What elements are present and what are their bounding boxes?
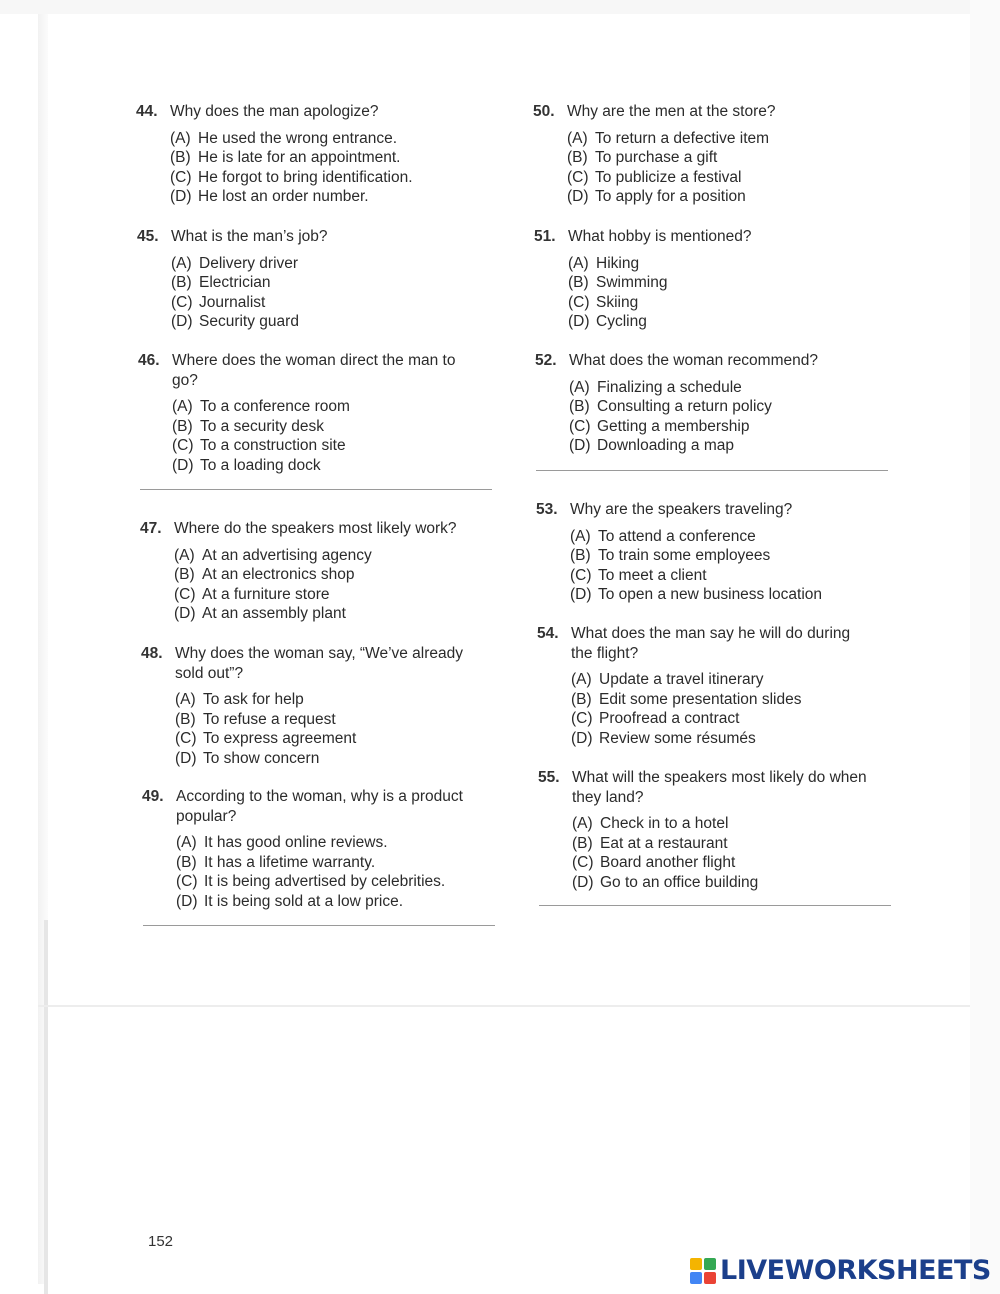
option-text: He is late for an appointment. <box>198 149 401 166</box>
question-text: What will the speakers most likely do when they land? <box>572 769 867 806</box>
answer-option[interactable] <box>172 417 468 437</box>
option-text: To apply for a position <box>595 188 746 205</box>
answer-option[interactable] <box>176 853 487 873</box>
option-letter: (B) <box>175 710 196 728</box>
option-letter: (B) <box>568 274 589 291</box>
answer-option[interactable] <box>571 690 872 710</box>
answer-option[interactable] <box>174 604 500 624</box>
option-text: To show concern <box>203 749 320 767</box>
answer-option[interactable] <box>175 729 486 749</box>
section-divider <box>143 925 495 926</box>
option-text: To return a defective item <box>595 129 770 147</box>
option-text: He lost an order number. <box>198 188 369 205</box>
option-letter: (B) <box>171 274 192 291</box>
option-letter: (C) <box>176 873 198 890</box>
page-number: 152 <box>148 1233 174 1250</box>
option-text: Update a travel itinerary <box>599 671 764 688</box>
option-text: Delivery driver <box>199 254 299 272</box>
option-text: At an advertising agency <box>202 546 372 564</box>
option-letter: (A) <box>176 834 197 851</box>
option-letter: (D) <box>176 892 198 910</box>
option-text: Hiking <box>596 254 640 272</box>
option-letter: (A) <box>171 254 192 272</box>
option-text: Getting a membership <box>597 417 750 435</box>
option-letter: (D) <box>572 873 594 891</box>
answer-option[interactable] <box>170 129 496 149</box>
option-text: To open a new business location <box>598 586 823 603</box>
option-letter: (C) <box>170 168 192 186</box>
question-text: What does the woman recommend? <box>569 352 818 369</box>
section-divider <box>539 905 891 906</box>
answer-option[interactable] <box>171 273 497 293</box>
answer-option[interactable] <box>571 729 872 749</box>
question-48 <box>141 644 486 768</box>
option-text: To ask for help <box>203 691 304 708</box>
option-letter: (A) <box>175 691 196 708</box>
question-number: 48. <box>141 645 163 662</box>
answer-option[interactable] <box>171 293 497 313</box>
option-letter: (A) <box>572 815 593 832</box>
question-55 <box>538 768 893 892</box>
option-text: Cycling <box>596 313 647 330</box>
answer-option[interactable] <box>570 566 896 586</box>
answer-option[interactable] <box>569 397 895 417</box>
question-number: 51. <box>534 228 556 245</box>
answer-option[interactable] <box>572 814 893 834</box>
option-letter: (C) <box>571 710 593 727</box>
answer-option[interactable] <box>572 834 893 854</box>
option-text: At an electronics shop <box>202 566 355 583</box>
question-54 <box>537 624 872 748</box>
section-divider <box>536 470 888 471</box>
option-letter: (C) <box>172 437 194 454</box>
option-text: Board another flight <box>600 854 736 871</box>
question-number: 52. <box>535 352 557 369</box>
option-letter: (A) <box>568 254 589 272</box>
question-47 <box>140 519 500 624</box>
option-text: He used the wrong entrance. <box>198 129 398 147</box>
question-53 <box>536 500 896 605</box>
option-letter: (D) <box>568 313 590 330</box>
option-text: Edit some presentation slides <box>599 690 802 708</box>
option-letter: (A) <box>170 129 191 147</box>
answer-option[interactable] <box>176 833 487 853</box>
question-text: What is the man’s job? <box>171 228 328 245</box>
answer-option[interactable] <box>176 892 487 912</box>
answer-option[interactable] <box>172 436 468 456</box>
answer-options <box>172 397 468 475</box>
answer-option[interactable] <box>567 187 893 207</box>
logo-square-green <box>704 1258 716 1270</box>
question-text: Why does the woman say, “We’ve already sold out”? <box>175 645 464 682</box>
liveworksheets-logo-text: LIVEWORKSHEETS <box>720 1255 991 1286</box>
option-letter: (B) <box>176 853 197 871</box>
option-letter: (A) <box>571 671 592 688</box>
answer-options <box>171 254 497 332</box>
option-text: At a furniture store <box>202 585 330 603</box>
option-letter: (B) <box>172 417 193 435</box>
option-text: To train some employees <box>598 547 771 564</box>
option-text: At an assembly plant <box>202 605 346 622</box>
option-letter: (C) <box>572 854 594 871</box>
liveworksheets-logo[interactable] <box>690 1255 991 1286</box>
option-text: It is being sold at a low price. <box>204 892 404 910</box>
answer-option[interactable] <box>175 690 486 710</box>
option-text: Review some résumés <box>599 729 756 747</box>
answer-option[interactable] <box>568 312 894 332</box>
option-letter: (D) <box>570 586 592 603</box>
question-number: 44. <box>136 103 158 120</box>
option-text: It has good online reviews. <box>204 834 388 851</box>
question-49 <box>142 787 487 911</box>
question-number: 46. <box>138 352 160 369</box>
logo-square-blue <box>690 1272 702 1284</box>
question-number: 47. <box>140 520 162 537</box>
option-text: Check in to a hotel <box>600 815 729 832</box>
answer-options <box>570 527 896 605</box>
answer-option[interactable] <box>572 853 893 873</box>
answer-option[interactable] <box>170 168 496 188</box>
option-text: To a security desk <box>200 417 325 435</box>
section-divider <box>140 489 492 490</box>
question-number: 54. <box>537 625 559 642</box>
option-letter: (D) <box>175 749 197 767</box>
answer-option[interactable] <box>175 749 486 769</box>
answer-options <box>176 833 487 911</box>
question-51 <box>534 227 894 332</box>
answer-options <box>572 814 893 892</box>
answer-option[interactable] <box>172 456 468 476</box>
option-text: He forgot to bring identification. <box>198 168 413 186</box>
question-52 <box>535 351 895 456</box>
question-text: Why are the men at the store? <box>567 103 776 120</box>
page-right-edge <box>970 0 1000 1294</box>
page-binding-shadow-lower <box>44 920 48 1294</box>
option-text: To meet a client <box>598 566 707 584</box>
option-letter: (B) <box>170 149 191 166</box>
question-text: Where does the woman direct the man to go? <box>172 352 456 389</box>
option-text: Skiing <box>596 293 639 311</box>
option-letter: (B) <box>569 398 590 415</box>
question-text: What hobby is mentioned? <box>568 228 752 245</box>
option-letter: (A) <box>567 129 588 147</box>
answer-options <box>174 546 500 624</box>
answer-option[interactable] <box>567 168 893 188</box>
question-text: Why does the man apologize? <box>170 103 379 120</box>
option-letter: (C) <box>174 585 196 603</box>
question-50 <box>533 102 893 207</box>
option-text: Consulting a return policy <box>597 398 772 415</box>
question-number: 45. <box>137 228 159 245</box>
answer-option[interactable] <box>172 397 468 417</box>
question-number: 55. <box>538 769 560 786</box>
option-text: Security guard <box>199 313 299 330</box>
option-letter: (B) <box>572 834 593 852</box>
option-letter: (A) <box>172 398 193 415</box>
question-46 <box>138 351 468 475</box>
answer-options <box>175 690 486 768</box>
option-text: Downloading a map <box>597 437 735 454</box>
option-letter: (D) <box>172 456 194 474</box>
option-text: To express agreement <box>203 730 357 747</box>
option-letter: (D) <box>174 605 196 622</box>
answer-options <box>170 129 496 207</box>
option-text: It is being advertised by celebrities. <box>204 873 446 890</box>
option-letter: (A) <box>570 527 591 545</box>
answer-option[interactable] <box>175 710 486 730</box>
question-text: Why are the speakers traveling? <box>570 501 793 518</box>
option-text: Finalizing a schedule <box>597 378 742 396</box>
answer-option[interactable] <box>568 273 894 293</box>
answer-option[interactable] <box>170 187 496 207</box>
page-fold-line <box>38 1005 970 1007</box>
option-letter: (C) <box>569 417 591 435</box>
option-text: Electrician <box>199 274 271 291</box>
option-text: Journalist <box>199 293 266 311</box>
option-letter: (D) <box>170 188 192 205</box>
option-letter: (D) <box>571 729 593 747</box>
answer-option[interactable] <box>171 312 497 332</box>
answer-option[interactable] <box>567 148 893 168</box>
answer-option[interactable] <box>176 872 487 892</box>
option-text: To attend a conference <box>598 527 756 545</box>
option-text: To a conference room <box>200 398 350 415</box>
option-letter: (C) <box>567 168 589 186</box>
answer-option[interactable] <box>570 585 896 605</box>
option-letter: (D) <box>171 313 193 330</box>
option-text: It has a lifetime warranty. <box>204 853 376 871</box>
option-letter: (B) <box>174 566 195 583</box>
option-letter: (B) <box>567 149 588 166</box>
answer-options <box>567 129 893 207</box>
question-number: 50. <box>533 103 555 120</box>
question-number: 49. <box>142 788 164 805</box>
option-text: To a loading dock <box>200 456 321 474</box>
answer-options <box>571 670 872 748</box>
option-text: Eat at a restaurant <box>600 834 728 852</box>
answer-option[interactable] <box>174 565 500 585</box>
question-45 <box>137 227 497 332</box>
answer-option[interactable] <box>174 585 500 605</box>
liveworksheets-logo-icon <box>690 1258 716 1284</box>
answer-option[interactable] <box>567 129 893 149</box>
answer-option[interactable] <box>569 436 895 456</box>
question-text: Where do the speakers most likely work? <box>174 520 457 537</box>
option-letter: (D) <box>567 188 589 205</box>
option-letter: (C) <box>171 293 193 311</box>
option-text: To purchase a gift <box>595 149 718 166</box>
question-44 <box>136 102 496 207</box>
answer-options <box>568 254 894 332</box>
option-letter: (D) <box>569 437 591 454</box>
answer-option[interactable] <box>170 148 496 168</box>
logo-square-red <box>704 1272 716 1284</box>
answer-option[interactable] <box>569 378 895 398</box>
option-letter: (C) <box>568 293 590 311</box>
answer-option[interactable] <box>568 254 894 274</box>
answer-options <box>569 378 895 456</box>
option-letter: (A) <box>569 378 590 396</box>
option-text: Proofread a contract <box>599 710 740 727</box>
answer-option[interactable] <box>171 254 497 274</box>
answer-option[interactable] <box>572 873 893 893</box>
question-text: What does the man say he will do during the flight? <box>571 625 851 662</box>
answer-option[interactable] <box>570 546 896 566</box>
option-text: Swimming <box>596 274 668 291</box>
option-text: Go to an office building <box>600 873 759 891</box>
option-text: To a construction site <box>200 437 346 454</box>
option-letter: (C) <box>570 566 592 584</box>
option-letter: (C) <box>175 730 197 747</box>
logo-square-yellow <box>690 1258 702 1270</box>
option-letter: (A) <box>174 546 195 564</box>
question-text: According to the woman, why is a product popular? <box>176 788 463 825</box>
answer-option[interactable] <box>570 527 896 547</box>
answer-option[interactable] <box>569 417 895 437</box>
question-number: 53. <box>536 501 558 518</box>
answer-option[interactable] <box>571 670 872 690</box>
option-letter: (B) <box>571 690 592 708</box>
option-text: To publicize a festival <box>595 168 742 186</box>
page-top-edge <box>0 0 1000 14</box>
answer-option[interactable] <box>568 293 894 313</box>
answer-option[interactable] <box>174 546 500 566</box>
option-text: To refuse a request <box>203 710 336 728</box>
option-letter: (B) <box>570 547 591 564</box>
answer-option[interactable] <box>571 709 872 729</box>
